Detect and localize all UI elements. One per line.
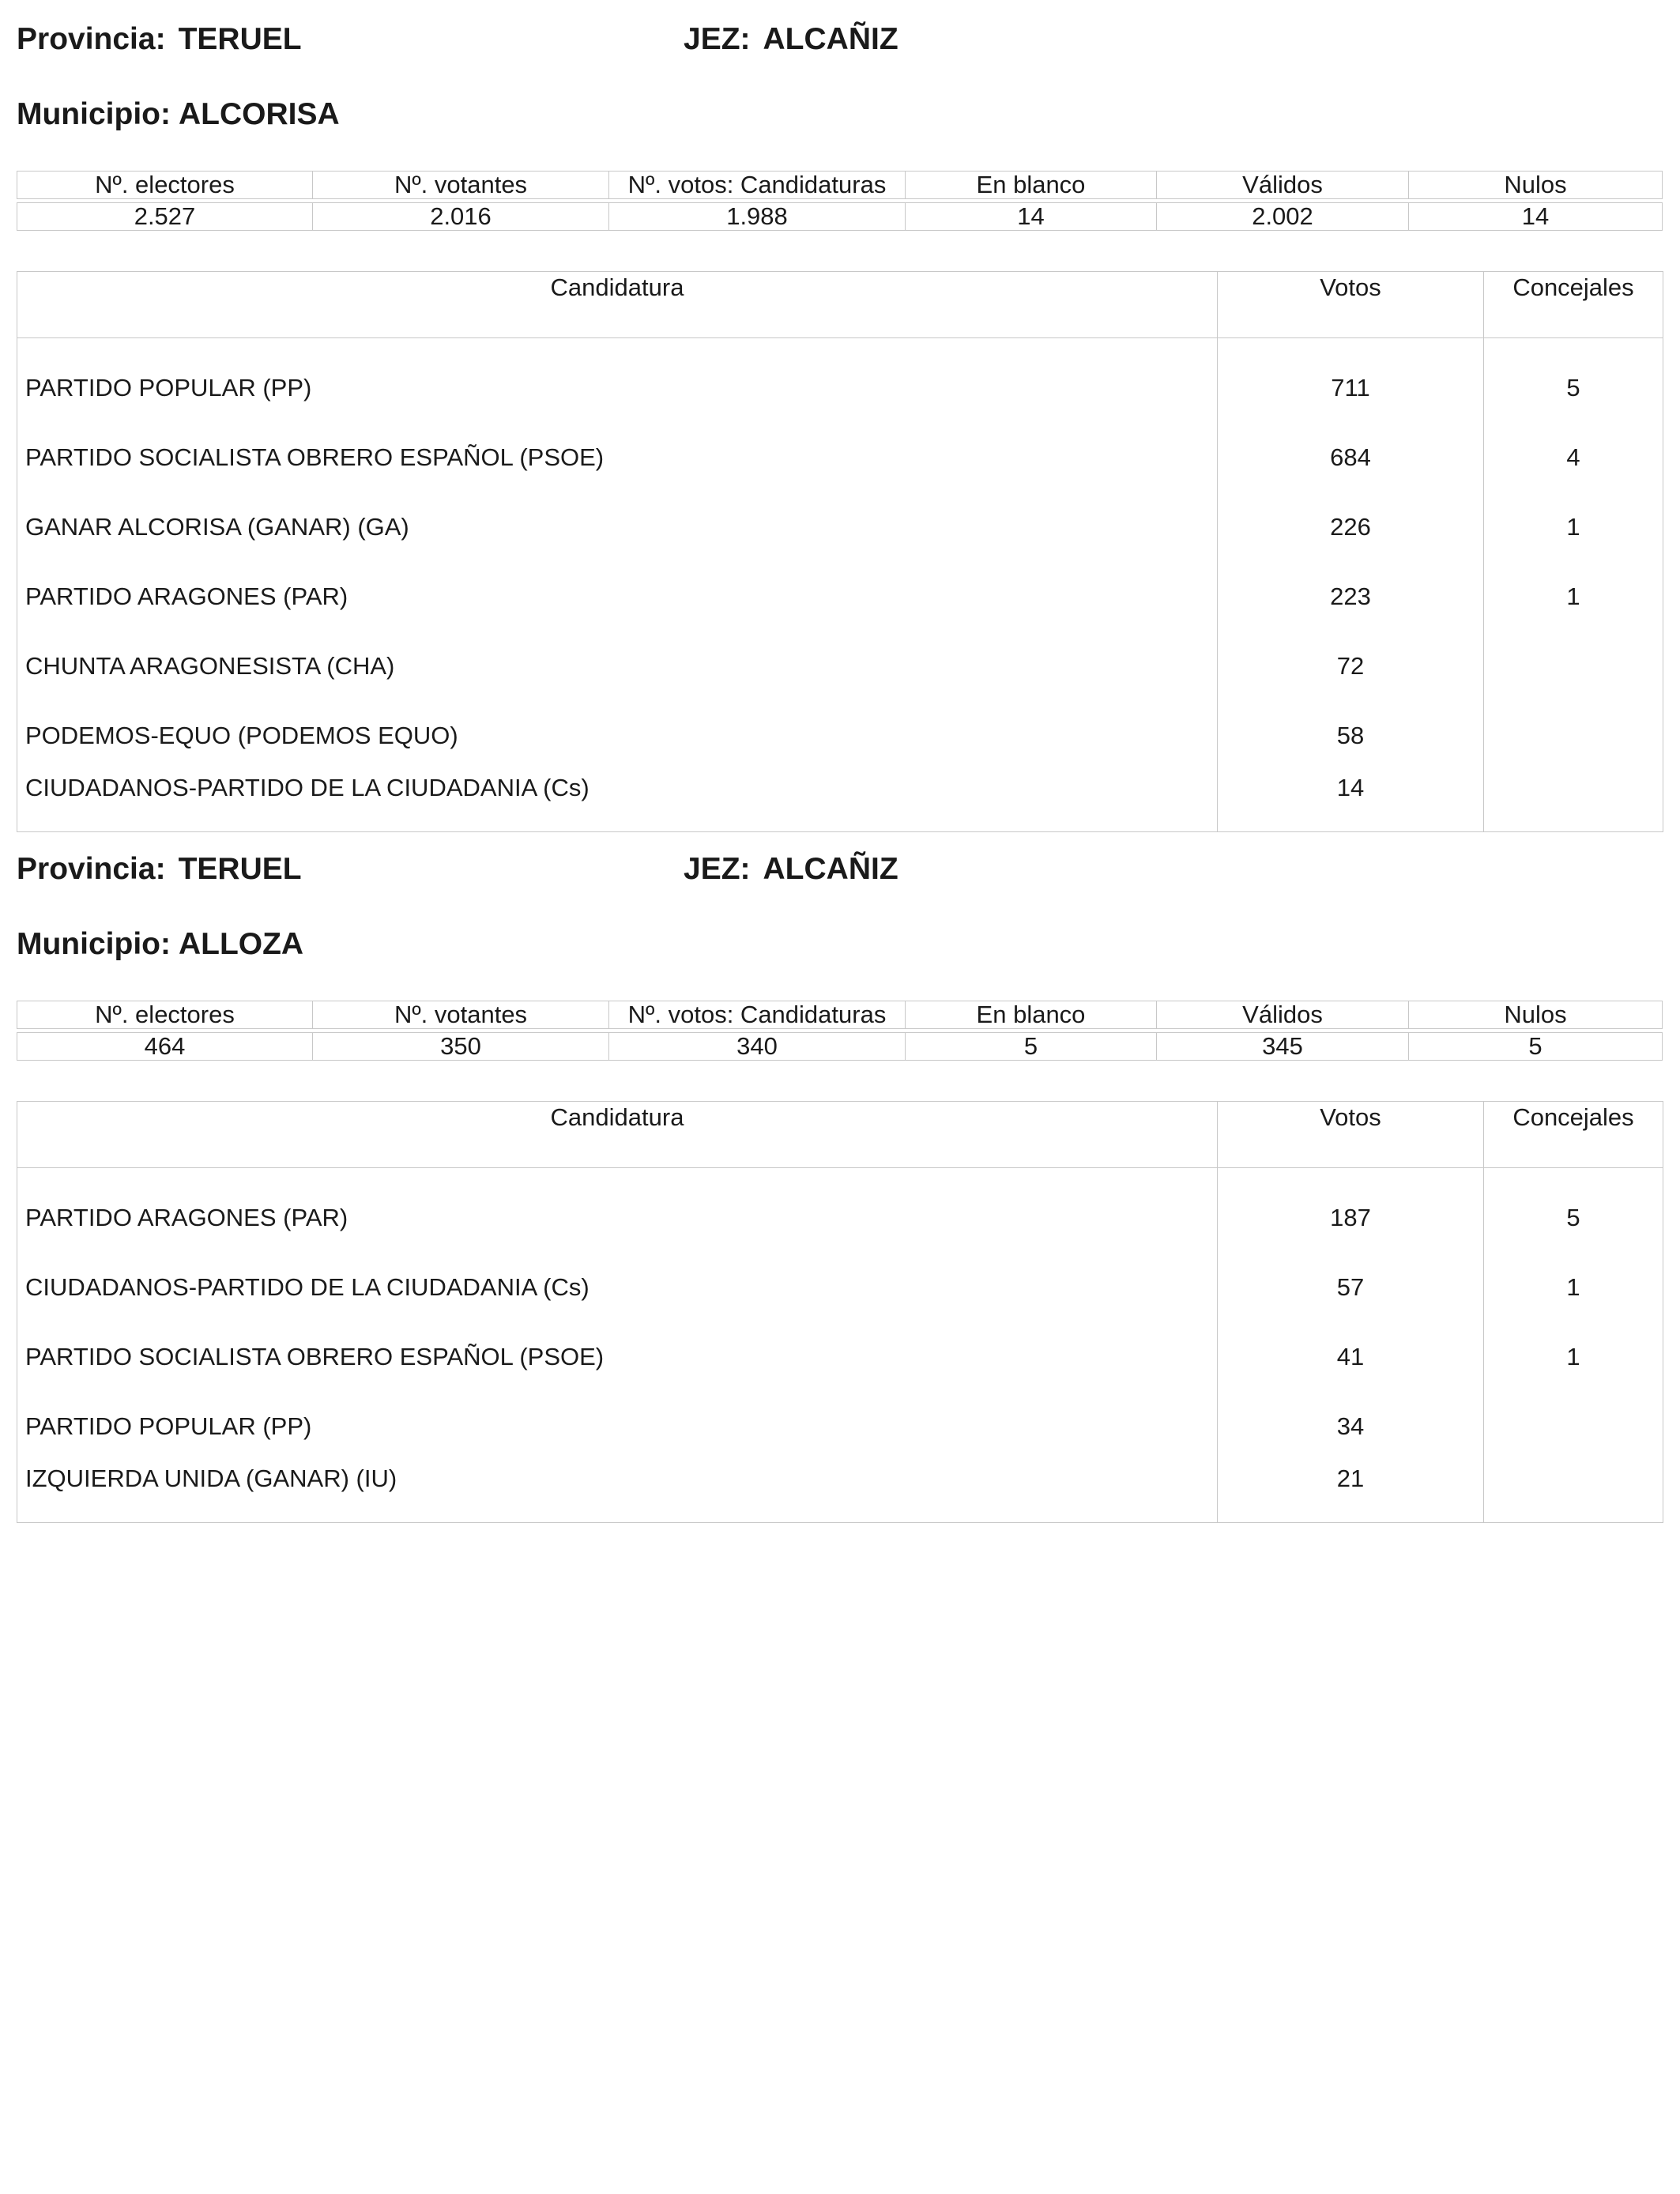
concejales-column-header: Concejales	[1484, 272, 1663, 338]
summary-value-cell: 1.988	[609, 202, 906, 231]
summary-header-cell: Nº. votos: Candidaturas	[609, 171, 906, 199]
concejales-value: 1	[1484, 1253, 1663, 1322]
votos-value: 34	[1218, 1392, 1484, 1461]
summary-header-cell: En blanco	[906, 1001, 1157, 1029]
summary-header-cell: Nulos	[1409, 171, 1663, 199]
table-row	[17, 1253, 1663, 1322]
table-row	[17, 1322, 1663, 1392]
table-row	[17, 1168, 1663, 1253]
concejales-value: 4	[1484, 423, 1663, 492]
summary-header-row	[17, 171, 1663, 199]
concejales-value: 5	[1484, 1168, 1663, 1253]
votos-value: 187	[1218, 1168, 1484, 1253]
concejales-value: 1	[1484, 562, 1663, 631]
concejales-value	[1484, 1392, 1663, 1461]
table-row	[17, 423, 1663, 492]
votos-value: 58	[1218, 701, 1484, 771]
summary-value-cell: 2.002	[1157, 202, 1409, 231]
votos-value: 711	[1218, 338, 1484, 424]
candidaturas-header-row	[17, 1102, 1663, 1168]
candidaturas-table	[17, 1101, 1663, 1523]
votos-value: 684	[1218, 423, 1484, 492]
table-row	[17, 1392, 1663, 1461]
votos-value: 223	[1218, 562, 1484, 631]
summary-header-cell: Nº. votantes	[313, 1001, 609, 1029]
summary-header-cell: Nulos	[1409, 1001, 1663, 1029]
summary-value-cell: 2.016	[313, 202, 609, 231]
summary-table	[17, 997, 1663, 1064]
candidatura-name: PARTIDO SOCIALISTA OBRERO ESPAÑOL (PSOE)	[17, 1322, 1218, 1392]
provincia-heading: Provincia: TERUEL	[17, 852, 302, 886]
table-row	[17, 562, 1663, 631]
candidatura-name: PODEMOS-EQUO (PODEMOS EQUO)	[17, 701, 1218, 771]
summary-value-row	[17, 1032, 1663, 1061]
concejales-value: 1	[1484, 1322, 1663, 1392]
concejales-value	[1484, 631, 1663, 701]
concejales-value	[1484, 771, 1663, 832]
votos-column-header: Votos	[1218, 1102, 1484, 1168]
table-row	[17, 631, 1663, 701]
candidatura-name: CIUDADANOS-PARTIDO DE LA CIUDADANIA (Cs)	[17, 1253, 1218, 1322]
candidatura-name: PARTIDO POPULAR (PP)	[17, 338, 1218, 424]
summary-header-cell: Nº. electores	[17, 1001, 313, 1029]
summary-value-cell: 14	[906, 202, 1157, 231]
votos-value: 57	[1218, 1253, 1484, 1322]
votos-value: 21	[1218, 1461, 1484, 1523]
summary-header-cell: Nº. votantes	[313, 171, 609, 199]
summary-header-cell: Válidos	[1157, 171, 1409, 199]
candidatura-column-header: Candidatura	[17, 1102, 1218, 1168]
summary-value-cell: 350	[313, 1032, 609, 1061]
candidatura-name: CIUDADANOS-PARTIDO DE LA CIUDADANIA (Cs)	[17, 771, 1218, 832]
jez-heading: JEZ: ALCAÑIZ	[684, 22, 898, 56]
summary-value-cell: 5	[906, 1032, 1157, 1061]
candidatura-name: PARTIDO POPULAR (PP)	[17, 1392, 1218, 1461]
candidatura-column-header: Candidatura	[17, 272, 1218, 338]
concejales-value	[1484, 1461, 1663, 1523]
jez-heading: JEZ: ALCAÑIZ	[684, 852, 898, 886]
candidatura-name: CHUNTA ARAGONESISTA (CHA)	[17, 631, 1218, 701]
candidatura-name: GANAR ALCORISA (GANAR) (GA)	[17, 492, 1218, 562]
municipio-section	[17, 852, 1663, 1492]
candidatura-name: IZQUIERDA UNIDA (GANAR) (IU)	[17, 1461, 1218, 1523]
summary-value-cell: 14	[1409, 202, 1663, 231]
summary-header-cell: Nº. votos: Candidaturas	[609, 1001, 906, 1029]
summary-header-cell: En blanco	[906, 171, 1157, 199]
provincia-heading: Provincia: TERUEL	[17, 22, 302, 56]
concejales-column-header: Concejales	[1484, 1102, 1663, 1168]
votos-value: 72	[1218, 631, 1484, 701]
summary-value-cell: 464	[17, 1032, 313, 1061]
section-header	[17, 852, 1663, 899]
section-header	[17, 22, 1663, 70]
table-row	[17, 492, 1663, 562]
candidatura-name: PARTIDO ARAGONES (PAR)	[17, 562, 1218, 631]
votos-value: 14	[1218, 771, 1484, 832]
candidaturas-table	[17, 271, 1663, 832]
summary-header-row	[17, 1001, 1663, 1029]
votos-value: 41	[1218, 1322, 1484, 1392]
municipio-heading: Municipio: ALLOZA	[17, 927, 304, 961]
summary-value-row	[17, 202, 1663, 231]
summary-value-cell: 2.527	[17, 202, 313, 231]
candidaturas-header-row	[17, 272, 1663, 338]
concejales-value: 5	[1484, 338, 1663, 424]
summary-header-cell: Nº. electores	[17, 171, 313, 199]
summary-value-cell: 340	[609, 1032, 906, 1061]
summary-table	[17, 168, 1663, 234]
summary-value-cell: 5	[1409, 1032, 1663, 1061]
table-row	[17, 1461, 1663, 1523]
table-row	[17, 701, 1663, 771]
table-row	[17, 771, 1663, 832]
municipio-heading: Municipio: ALCORISA	[17, 97, 340, 131]
votos-column-header: Votos	[1218, 272, 1484, 338]
votos-value: 226	[1218, 492, 1484, 562]
summary-value-cell: 345	[1157, 1032, 1409, 1061]
concejales-value: 1	[1484, 492, 1663, 562]
concejales-value	[1484, 701, 1663, 771]
candidatura-name: PARTIDO SOCIALISTA OBRERO ESPAÑOL (PSOE)	[17, 423, 1218, 492]
candidatura-name: PARTIDO ARAGONES (PAR)	[17, 1168, 1218, 1253]
summary-header-cell: Válidos	[1157, 1001, 1409, 1029]
municipio-section	[17, 22, 1663, 801]
table-row	[17, 338, 1663, 424]
